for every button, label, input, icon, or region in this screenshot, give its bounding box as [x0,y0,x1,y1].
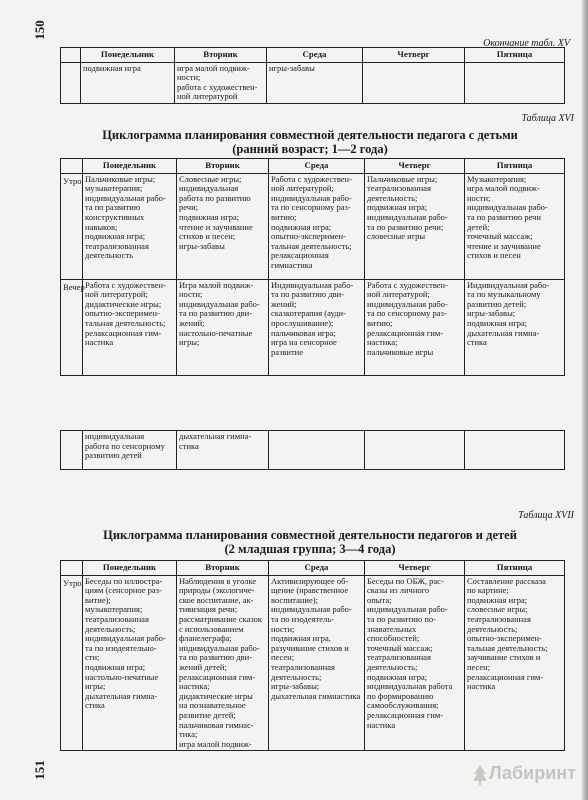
cell-line: игра малой подвиж- [179,738,252,749]
cell-line: способностей; [367,633,420,644]
cell-line: тика; [179,729,198,740]
cell-line: стика [467,337,487,348]
cell-line: подвижная игра; [367,671,428,682]
cell-line: индивидуальная [179,183,239,194]
cell-line: ной литературой; [271,183,334,194]
table-title-xvii [60,528,560,556]
table-cell [175,62,267,103]
cell-line: пальчиковая игра; [271,327,336,338]
cell-line: Игра малой подвиж- [179,279,254,290]
cell-line: ское воспитание, ак- [179,594,254,605]
cell-line: пальчиковая гимнас- [179,719,254,730]
header-day: Четверг [365,159,465,174]
table-cell [177,431,269,470]
cell-line: пальчиковые игры [367,346,434,357]
title-line: Циклограмма планирования совместной деятельности педагогов и детей [103,528,517,542]
table-cell [267,62,363,103]
cell-line: точечный массаж; [367,642,433,653]
cell-line: песен; [467,661,491,672]
cell-line: Беседы по иллюстра- [85,575,163,586]
cell-line: развитие [271,346,303,357]
cell-line: ности; [271,623,295,634]
table-cell [177,173,269,279]
cell-line: речи; [179,202,198,213]
cell-line: развитие детей; [179,709,236,720]
corner-cell [61,561,83,576]
cell-line: жений; [179,317,205,328]
cell-line: ной литературой [177,91,238,102]
cell-line: дидактические игры; [85,298,162,309]
cell-line: игра на сенсорное [271,337,337,348]
cell-line: театрализованная [85,613,149,624]
cell-line: музыкотерапия; [85,604,143,615]
cell-line: прослушивание); [271,317,334,328]
cell-line: та по изодеятельно- [85,642,157,653]
cell-line: Работа с художествен- [367,279,448,290]
cell-line: опытно-эксперимен- [85,308,160,319]
table-cell [365,575,465,751]
cell-line: точечный массаж; [467,231,533,242]
cell-line: та по развитию дви- [179,308,253,319]
cell-line: та по развитию речи; [367,221,444,232]
cell-line: стихов и песен [467,250,521,261]
cell-line: работа с художествен- [177,81,258,92]
table-cell [269,279,365,375]
table-xvi [60,158,565,376]
cell-line: та по развитию по- [367,613,436,624]
table-cell [269,575,365,751]
table-cell [465,173,565,279]
cell-line: релаксационная гим- [467,671,544,682]
row-label-morning: Утро [61,575,83,751]
header-day: Понедельник [83,159,177,174]
table-cell [83,279,177,375]
title-subline: (2 младшая группа; 3—4 года) [224,542,396,556]
cell-line: игры; [85,681,106,692]
cell-line: театрализованная [367,652,431,663]
cell-line: подвижная игра, [271,633,331,644]
table-cell [83,431,177,470]
cell-line: та по сенсорному раз- [271,202,351,213]
cell-line: подвижная игра; [467,594,528,605]
cell-line: деятельность; [85,623,136,634]
cell-line: релаксационная гим- [85,327,162,338]
cell-line: опытно-эксперимен- [271,231,346,242]
cell-line: подвижная игра; [271,221,332,232]
cell-line: чтение и заучивание [467,240,541,251]
cell-line: деятельность; [367,661,418,672]
cell-line: Наблюдения в уголке [179,575,257,586]
table-cell [465,279,565,375]
cell-line: Пальчиковые игры; [85,173,156,184]
cell-line: индивидуальная рабо- [271,604,352,615]
cell-line: по формированию [367,690,434,701]
cell-line: на познавательное [179,700,246,711]
cell-line: ности; [179,289,203,300]
cell-line: подвижная игра; [467,317,528,328]
cell-line: индивидуальная рабо- [85,192,166,203]
cell-line: настольно-печатные [85,671,159,682]
cell-line: подвижная игра; [85,231,146,242]
cell-line: тальная деятельность; [467,642,548,653]
cell-line: индивидуальная рабо- [179,298,260,309]
cell-line: игра малой подвиж- [177,62,250,73]
cell-line: Индивидуальная рабо- [271,279,354,290]
cell-line: работа по развитию [179,192,251,203]
table-header-row [61,48,565,63]
cell-line: та по развитию речи [467,211,541,222]
row-label-cell [61,431,83,470]
cell-line: индивидуальная работа [367,681,453,692]
cell-line: по картине; [467,585,509,596]
cell-line: сказы из личного [367,585,430,596]
cell-line: дыхательная гимна- [467,327,540,338]
cell-line: рассматривание сказок [179,613,262,624]
cell-line: витию; [271,211,297,222]
table-row-morning [61,173,565,279]
cell-line: индивидуальная рабо- [367,604,448,615]
table-cell [465,62,565,103]
header-day: Среда [269,561,365,576]
cell-line: тальная деятельность; [271,240,352,251]
cell-line: подвижная игра; [85,661,146,672]
cell-line: природы (экологиче- [179,585,255,596]
corner-cell [61,48,81,63]
title-line: Циклограмма планирования совместной деятельности педагога с детьми [102,128,518,142]
cell-line: Индивидуальная рабо- [467,279,550,290]
watermark-text: Лабиринт [488,763,576,783]
cell-line: витие); [85,594,111,605]
table-row [61,62,565,103]
cell-line: театрализованная [85,240,149,251]
cell-line: подвижная игра; [179,211,240,222]
cell-line: ной литературой; [367,289,430,300]
cell-line: гимнастика [271,259,313,270]
table-row [61,431,565,470]
page-number-top: 150 [31,20,47,40]
page-edge-shadow [582,0,588,800]
cell-line: заучивание стихов и [467,652,541,663]
cell-line: тальная деятельность; [85,317,166,328]
cell-line: настика; [179,681,210,692]
cell-line: музыкотерапия; [85,183,143,194]
header-day: Среда [267,48,363,63]
cell-line: деятельность; [367,192,418,203]
cell-line: настольно-печатные [179,327,253,338]
cell-line: индивидуальная рабо- [179,642,260,653]
cell-line: Активизирующее об- [271,575,349,586]
cell-line: подвижная игра; [367,202,428,213]
cell-line: подвижная игра [83,62,141,73]
cell-line: стихов и песен; [179,231,236,242]
cell-line: настика [467,681,496,692]
table-cell [81,62,175,103]
cell-line: индивидуальная рабо- [367,298,448,309]
table-row-evening [61,279,565,375]
header-day: Вторник [175,48,267,63]
cell-line: песен; [271,652,295,663]
cell-line: дыхательная гимна- [85,690,158,701]
header-day: Вторник [177,159,269,174]
cell-line: конструктивных [85,211,145,222]
cell-line: та по изодеятель- [271,613,334,624]
cell-line: игры-забавы; [467,308,516,319]
cell-line: та по сенсорному раз- [367,308,447,319]
cell-line: индивидуальная рабо- [271,192,352,203]
row-label-cell [61,62,81,103]
cell-line: ности; [177,72,201,83]
cell-line: Беседы по ОБЖ, рас- [367,575,444,586]
table-cell [465,575,565,751]
header-day: Пятница [465,561,565,576]
table-title-xvi [60,128,560,156]
cell-line: разучивание стихов и [271,642,349,653]
cell-line: развитию детей; [467,298,527,309]
cell-line: игры; [179,337,200,348]
cell-line: стика [179,440,199,451]
table-cell [83,173,177,279]
table-cell [177,279,269,375]
cell-line: дидактические игры [179,690,253,701]
header-day: Четверг [365,561,465,576]
cell-line: индивидуальная рабо- [85,633,166,644]
cell-line: навыков; [85,221,118,232]
corner-cell [61,159,83,174]
cell-line: игры-забавы; [271,681,320,692]
table-label-xvii: Таблица XVII [518,510,574,521]
cell-line: самообслуживания; [367,700,439,711]
header-day: Четверг [363,48,465,63]
cell-line: та по развитию дви- [179,652,253,663]
cell-line: деятельность [85,250,133,261]
cell-line: та по развитию [85,202,141,213]
cell-line: игры-забавы [269,62,315,73]
cell-line: та по музыкальному [467,289,541,300]
cell-line: знавательных [367,623,417,634]
cell-line: жений детей; [179,661,227,672]
table-cell [365,431,465,470]
table-xvi-continuation [60,430,565,470]
cell-line: Пальчиковые игры; [367,173,438,184]
cell-line: индивидуальная рабо- [467,202,548,213]
table-cell [269,173,365,279]
cell-line: настика [85,337,114,348]
cell-line: Словесные игры; [179,173,242,184]
cell-line: фланелеграфа; [179,633,232,644]
cell-line: стика [85,700,105,711]
cell-line: сказкотерапия (ауди- [271,308,346,319]
cell-line: щение (нравственное [271,585,349,596]
cell-line: ности; [467,192,491,203]
table-cell [269,431,365,470]
cell-line: сти; [85,652,100,663]
table-cell [365,279,465,375]
header-day: Понедельник [83,561,177,576]
cell-line: релаксационная [271,250,329,261]
table-cell [365,173,465,279]
cell-line: релаксационная гим- [367,709,444,720]
page-number-bottom: 151 [31,760,47,780]
header-day: Пятница [465,48,565,63]
cell-line: Работа с художествен- [271,173,352,184]
cell-line: игры-забавы [179,240,225,251]
cell-line: опыта; [367,594,392,605]
cell-line: воспитание); [271,594,318,605]
cell-line: чтение и заучивание [179,221,253,232]
table-cell [363,62,465,103]
cell-line: деятельность; [271,671,322,682]
table-label-xvi: Таблица XVI [521,113,574,124]
cell-line: театрализованная [271,661,335,672]
row-label-morning: Утро [61,173,83,279]
cell-line: ной литературой; [85,289,148,300]
cell-line: работа по сенсорному [85,440,165,451]
cell-line: театрализованная [467,613,531,624]
cell-line: релаксационная гим- [367,327,444,338]
header-day: Среда [269,159,365,174]
cell-line: опытно-эксперимен- [467,633,542,644]
cell-line: циям (сенсорное раз- [85,585,162,596]
cell-line: настика; [367,337,398,348]
cell-line: театрализованная [367,183,431,194]
cell-line: детей; [467,221,490,232]
table-row-morning [61,575,565,751]
table-cell [83,575,177,751]
cell-line: настика [367,719,396,730]
header-day: Понедельник [81,48,175,63]
cell-line: Работа с художествен- [85,279,166,290]
watermark-logo-icon [472,764,488,786]
table-xv-continuation [60,47,565,104]
header-day: Вторник [177,561,269,576]
table-header-row [61,159,565,174]
table-cell [465,431,565,470]
cell-line: словесные игры [367,231,426,242]
table-xvii [60,560,565,751]
cell-line: жений; [271,298,297,309]
cell-line: с использованием [179,623,244,634]
continuation-label: Окончание табл. XV [483,38,570,49]
cell-line: витию; [367,317,393,328]
cell-line: индивидуальная [85,431,145,441]
cell-line: индивидуальная рабо- [367,211,448,222]
cell-line: словесные игры; [467,604,528,615]
watermark [464,754,584,794]
table-cell [177,575,269,751]
cell-line: релаксационная гим- [179,671,256,682]
cell-line: тивизация речи; [179,604,238,615]
header-day: Пятница [465,159,565,174]
table-header-row [61,561,565,576]
row-label-evening: Вечер [61,279,83,375]
cell-line: развитию детей [85,450,142,461]
cell-line: дыхательная гимнастика [271,690,361,701]
cell-line: деятельность; [467,623,518,634]
cell-line: игра малой подвиж- [467,183,540,194]
cell-line: дыхательная гимна- [179,431,252,441]
title-subline: (ранний возраст; 1—2 года) [232,142,388,156]
cell-line: та по развитию дви- [271,289,345,300]
cell-line: Музыкотерапия; [467,173,527,184]
cell-line: Составление рассказа [467,575,546,586]
